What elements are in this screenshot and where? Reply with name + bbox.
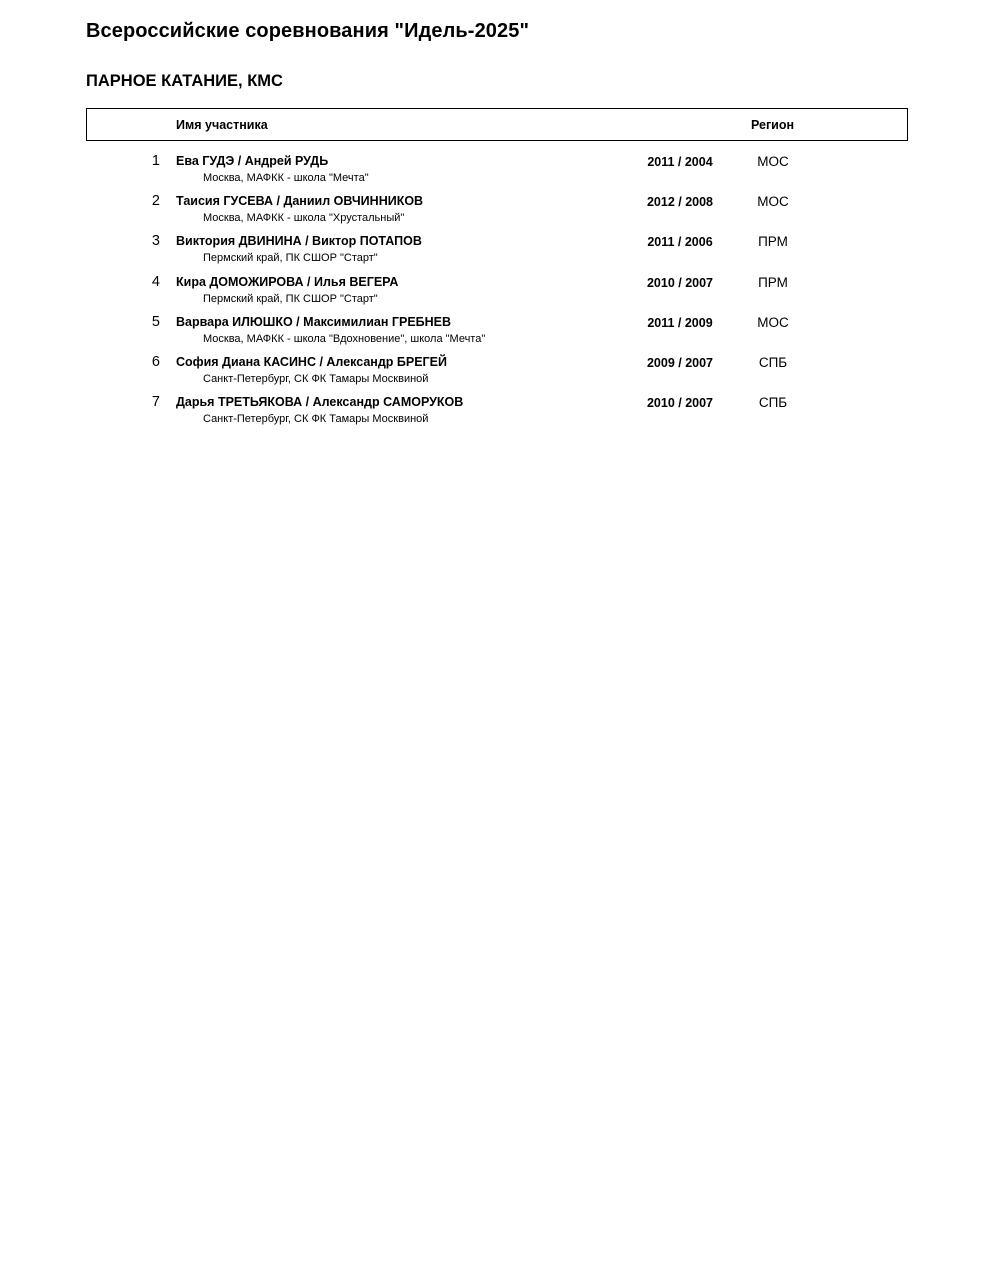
entry-region: СПБ [758, 395, 788, 411]
entry-rank: 4 [151, 273, 160, 290]
entry-region: СПБ [758, 354, 788, 370]
entry-names: Ева ГУДЭ / Андрей РУДЬ [176, 154, 329, 168]
entry-rank: 1 [151, 153, 160, 169]
list-item [0, 153, 983, 193]
entry-rank: 5 [151, 313, 160, 330]
entry-names: Варвара ИЛЮШКО / Максимилиан ГРЕБНЕВ [176, 314, 452, 329]
header-region: Регион [751, 118, 795, 132]
entry-birth-years: 2012 / 2008 [646, 195, 714, 210]
entry-club: Санкт-Петербург, СК ФК Тамары Москвиной [203, 413, 429, 426]
table-header [86, 108, 908, 141]
entry-club: Пермский край, ПК СШОР "Старт" [203, 292, 378, 305]
entry-birth-years: 2009 / 2007 [646, 355, 714, 370]
entry-names: София Диана КАСИНС / Александр БРЕГЕЙ [176, 354, 447, 369]
entry-names: Виктория ДВИНИНА / Виктор ПОТАПОВ [176, 234, 422, 249]
entry-names: Кира ДОМОЖИРОВА / Илья ВЕГЕРА [176, 274, 399, 289]
entry-club: Москва, МАФКК - школа "Хрустальный" [203, 212, 405, 225]
entry-region: МОС [757, 154, 789, 169]
category-subtitle: ПАРНОЕ КАТАНИЕ, КМС [86, 72, 283, 90]
entry-birth-years: 2011 / 2006 [647, 235, 713, 250]
entry-birth-years: 2010 / 2007 [646, 275, 714, 290]
participants-list [0, 153, 983, 434]
header-participant-name: Имя участника [176, 118, 268, 132]
list-item [0, 193, 983, 233]
entry-region: МОС [757, 194, 789, 210]
entry-club: Пермский край, ПК СШОР "Старт" [203, 252, 378, 265]
entry-rank: 3 [151, 233, 160, 250]
entry-region: МОС [757, 314, 789, 330]
list-item [0, 394, 983, 434]
entry-birth-years: 2011 / 2004 [647, 155, 713, 169]
entry-region: ПРМ [758, 234, 788, 250]
entry-names: Таисия ГУСЕВА / Даниил ОВЧИННИКОВ [176, 194, 424, 209]
list-item [0, 354, 983, 394]
entry-club: Санкт-Петербург, СК ФК Тамары Москвиной [203, 372, 429, 385]
entry-club: Москва, МАФКК - школа "Мечта" [203, 172, 369, 184]
entry-rank: 6 [151, 353, 160, 370]
page-title: Всероссийские соревнования "Идель-2025" [86, 20, 530, 42]
entry-rank: 7 [151, 394, 160, 411]
entry-birth-years: 2011 / 2009 [647, 315, 713, 330]
entry-rank: 2 [151, 193, 160, 210]
list-item [0, 274, 983, 314]
entry-birth-years: 2010 / 2007 [646, 396, 714, 411]
list-item [0, 314, 983, 354]
entry-region: ПРМ [758, 274, 788, 290]
entry-names: Дарья ТРЕТЬЯКОВА / Александр САМОРУКОВ [176, 395, 464, 410]
list-item [0, 233, 983, 273]
entry-club: Москва, МАФКК - школа "Вдохновение", школа "Мечта" [203, 332, 486, 345]
